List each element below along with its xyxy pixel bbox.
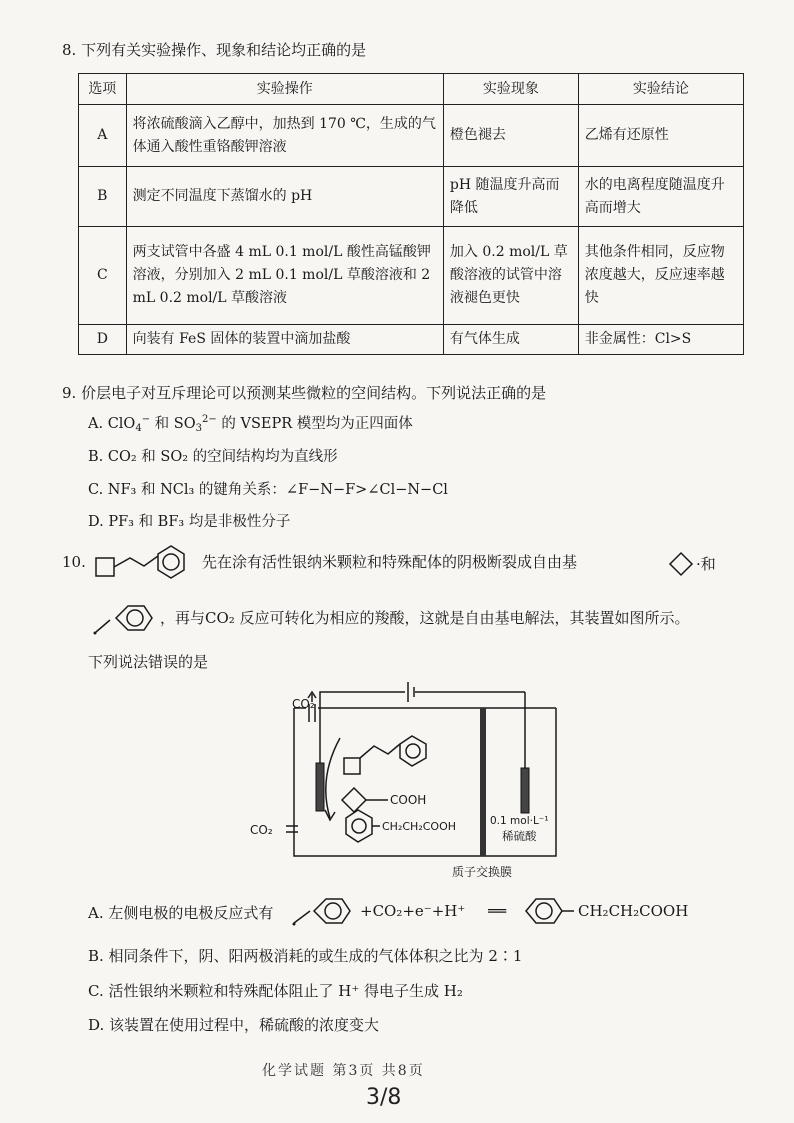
table-header-row (79, 74, 744, 105)
row-operation: 向装有 FeS 固体的装置中滴加盐酸 (126, 325, 443, 355)
row-option: C (79, 227, 127, 325)
row-conclusion: 乙烯有还原性 (578, 105, 743, 167)
row-conclusion: 非金属性：Cl>S (578, 325, 743, 355)
question-10-option-c: C. 活性银纳米颗粒和特殊配体阻止了 H⁺ 得电子生成 H₂ (88, 982, 463, 1000)
benzyl-radical-reactant-structure (290, 893, 360, 929)
page-footer: 化学试题 第3页 共8页 (262, 1063, 425, 1079)
question-10-option-a (88, 902, 273, 923)
row-option: A (79, 105, 127, 167)
co2-side-label: CO₂ (250, 823, 273, 837)
row-operation: 测定不同温度下蒸馏水的 pH (126, 167, 443, 227)
row-phenomenon: 有气体生成 (443, 325, 578, 355)
header-operation: 实验操作 (126, 74, 443, 105)
header-conclusion: 实验结论 (578, 74, 743, 105)
electrolysis-apparatus-diagram (240, 678, 570, 878)
q10-line1: 先在涂有活性银纳米颗粒和特殊配体的阴极断裂成自由基 (202, 553, 578, 571)
acid-name-label: 稀硫酸 (502, 829, 537, 843)
cyclobutyl-ethyl-benzene-structure (92, 540, 204, 586)
row-option: B (79, 167, 127, 227)
option-a-equals-sign: ══ (488, 902, 507, 920)
product-label: CH₂CH₂COOH (382, 820, 456, 833)
option-a-equation-middle: +CO₂+e⁻+H⁺ (360, 902, 466, 920)
cooh-label: COOH (390, 793, 427, 807)
question-10-option-d: D. 该装置在使用过程中，稀硫酸的浓度变大 (88, 1016, 380, 1034)
row-operation: 将浓硫酸滴入乙醇中，加热到 170 ℃，生成的气体通入酸性重铬酸钾溶液 (126, 105, 443, 167)
table-row (79, 227, 744, 325)
benzene-product-structure (520, 893, 576, 929)
subscript: 4 (135, 423, 142, 434)
superscript: − (141, 414, 151, 425)
question-10-text-3: 下列说法错误的是 (88, 653, 209, 671)
cyclobutyl-radical-structure (668, 551, 694, 577)
table-row (79, 105, 744, 167)
row-phenomenon: pH 随温度升高而降低 (443, 167, 578, 227)
benzyl-radical-structure (90, 598, 160, 638)
superscript: 2− (202, 414, 217, 425)
row-conclusion: 其他条件相同，反应物浓度越大，反应速率越快 (578, 227, 743, 325)
header-option: 选项 (79, 74, 127, 105)
co2-top-label: CO₂ (292, 697, 315, 711)
header-phenomenon: 实验现象 (443, 74, 578, 105)
row-phenomenon: 加入 0.2 mol/L 草酸溶液的试管中溶液褪色更快 (443, 227, 578, 325)
question-10-text-1 (202, 551, 577, 572)
question-9-option-a (88, 412, 413, 434)
row-conclusion: 水的电离程度随温度升高而增大 (578, 167, 743, 227)
page-number: 3/8 (366, 1085, 402, 1110)
question-9-option-b: B. CO₂ 和 SO₂ 的空间结构均为直线形 (88, 449, 338, 465)
option-a-product-text: CH₂CH₂COOH (578, 902, 689, 920)
question-9-stem: 9. 价层电子对互斥理论可以预测某些微粒的空间结构。下列说法正确的是 (62, 384, 547, 402)
row-operation: 两支试管中各盛 4 mL 0.1 mol/L 酸性高锰酸钾溶液，分别加入 2 mL 0.1 mol/L 草酸溶液和 2 mL 0.2 mol/L 草酸溶液 (126, 227, 443, 325)
question-8-stem: 8. 下列有关实验操作、现象和结论均正确的是 (62, 41, 367, 59)
table-row (79, 325, 744, 355)
subscript: 3 (195, 423, 202, 434)
row-option: D (79, 325, 127, 355)
membrane-label: 质子交换膜 (452, 865, 513, 878)
question-10-text-2: ，再与CO₂ 反应可转化为相应的羧酸，这就是自由基电解法，其装置如图所示。 (160, 609, 690, 627)
experiment-table (78, 73, 744, 355)
acid-concentration-label: 0.1 mol·L⁻¹ (490, 815, 549, 827)
option-a-text: 和 SO (150, 416, 196, 432)
question-9-option-d: D. PF₃ 和 BF₃ 均是非极性分子 (88, 514, 291, 530)
option-a-text: A. ClO (88, 416, 136, 432)
option-a-text: A. 左侧电极的电极反应式有 (88, 904, 274, 922)
question-10-number: 10. (62, 553, 86, 571)
question-9-option-c: C. NF₃ 和 NCl₃ 的键角关系：∠F−N−F>∠Cl−N−Cl (88, 482, 448, 498)
radical-and-text: ·和 (696, 555, 716, 573)
question-10-option-b: B. 相同条件下，阴、阳两极消耗的或生成的气体体积之比为 2∶1 (88, 947, 523, 965)
table-row (79, 167, 744, 227)
option-a-text: 的 VSEPR 模型均为正四面体 (216, 416, 413, 432)
row-phenomenon: 橙色褪去 (443, 105, 578, 167)
